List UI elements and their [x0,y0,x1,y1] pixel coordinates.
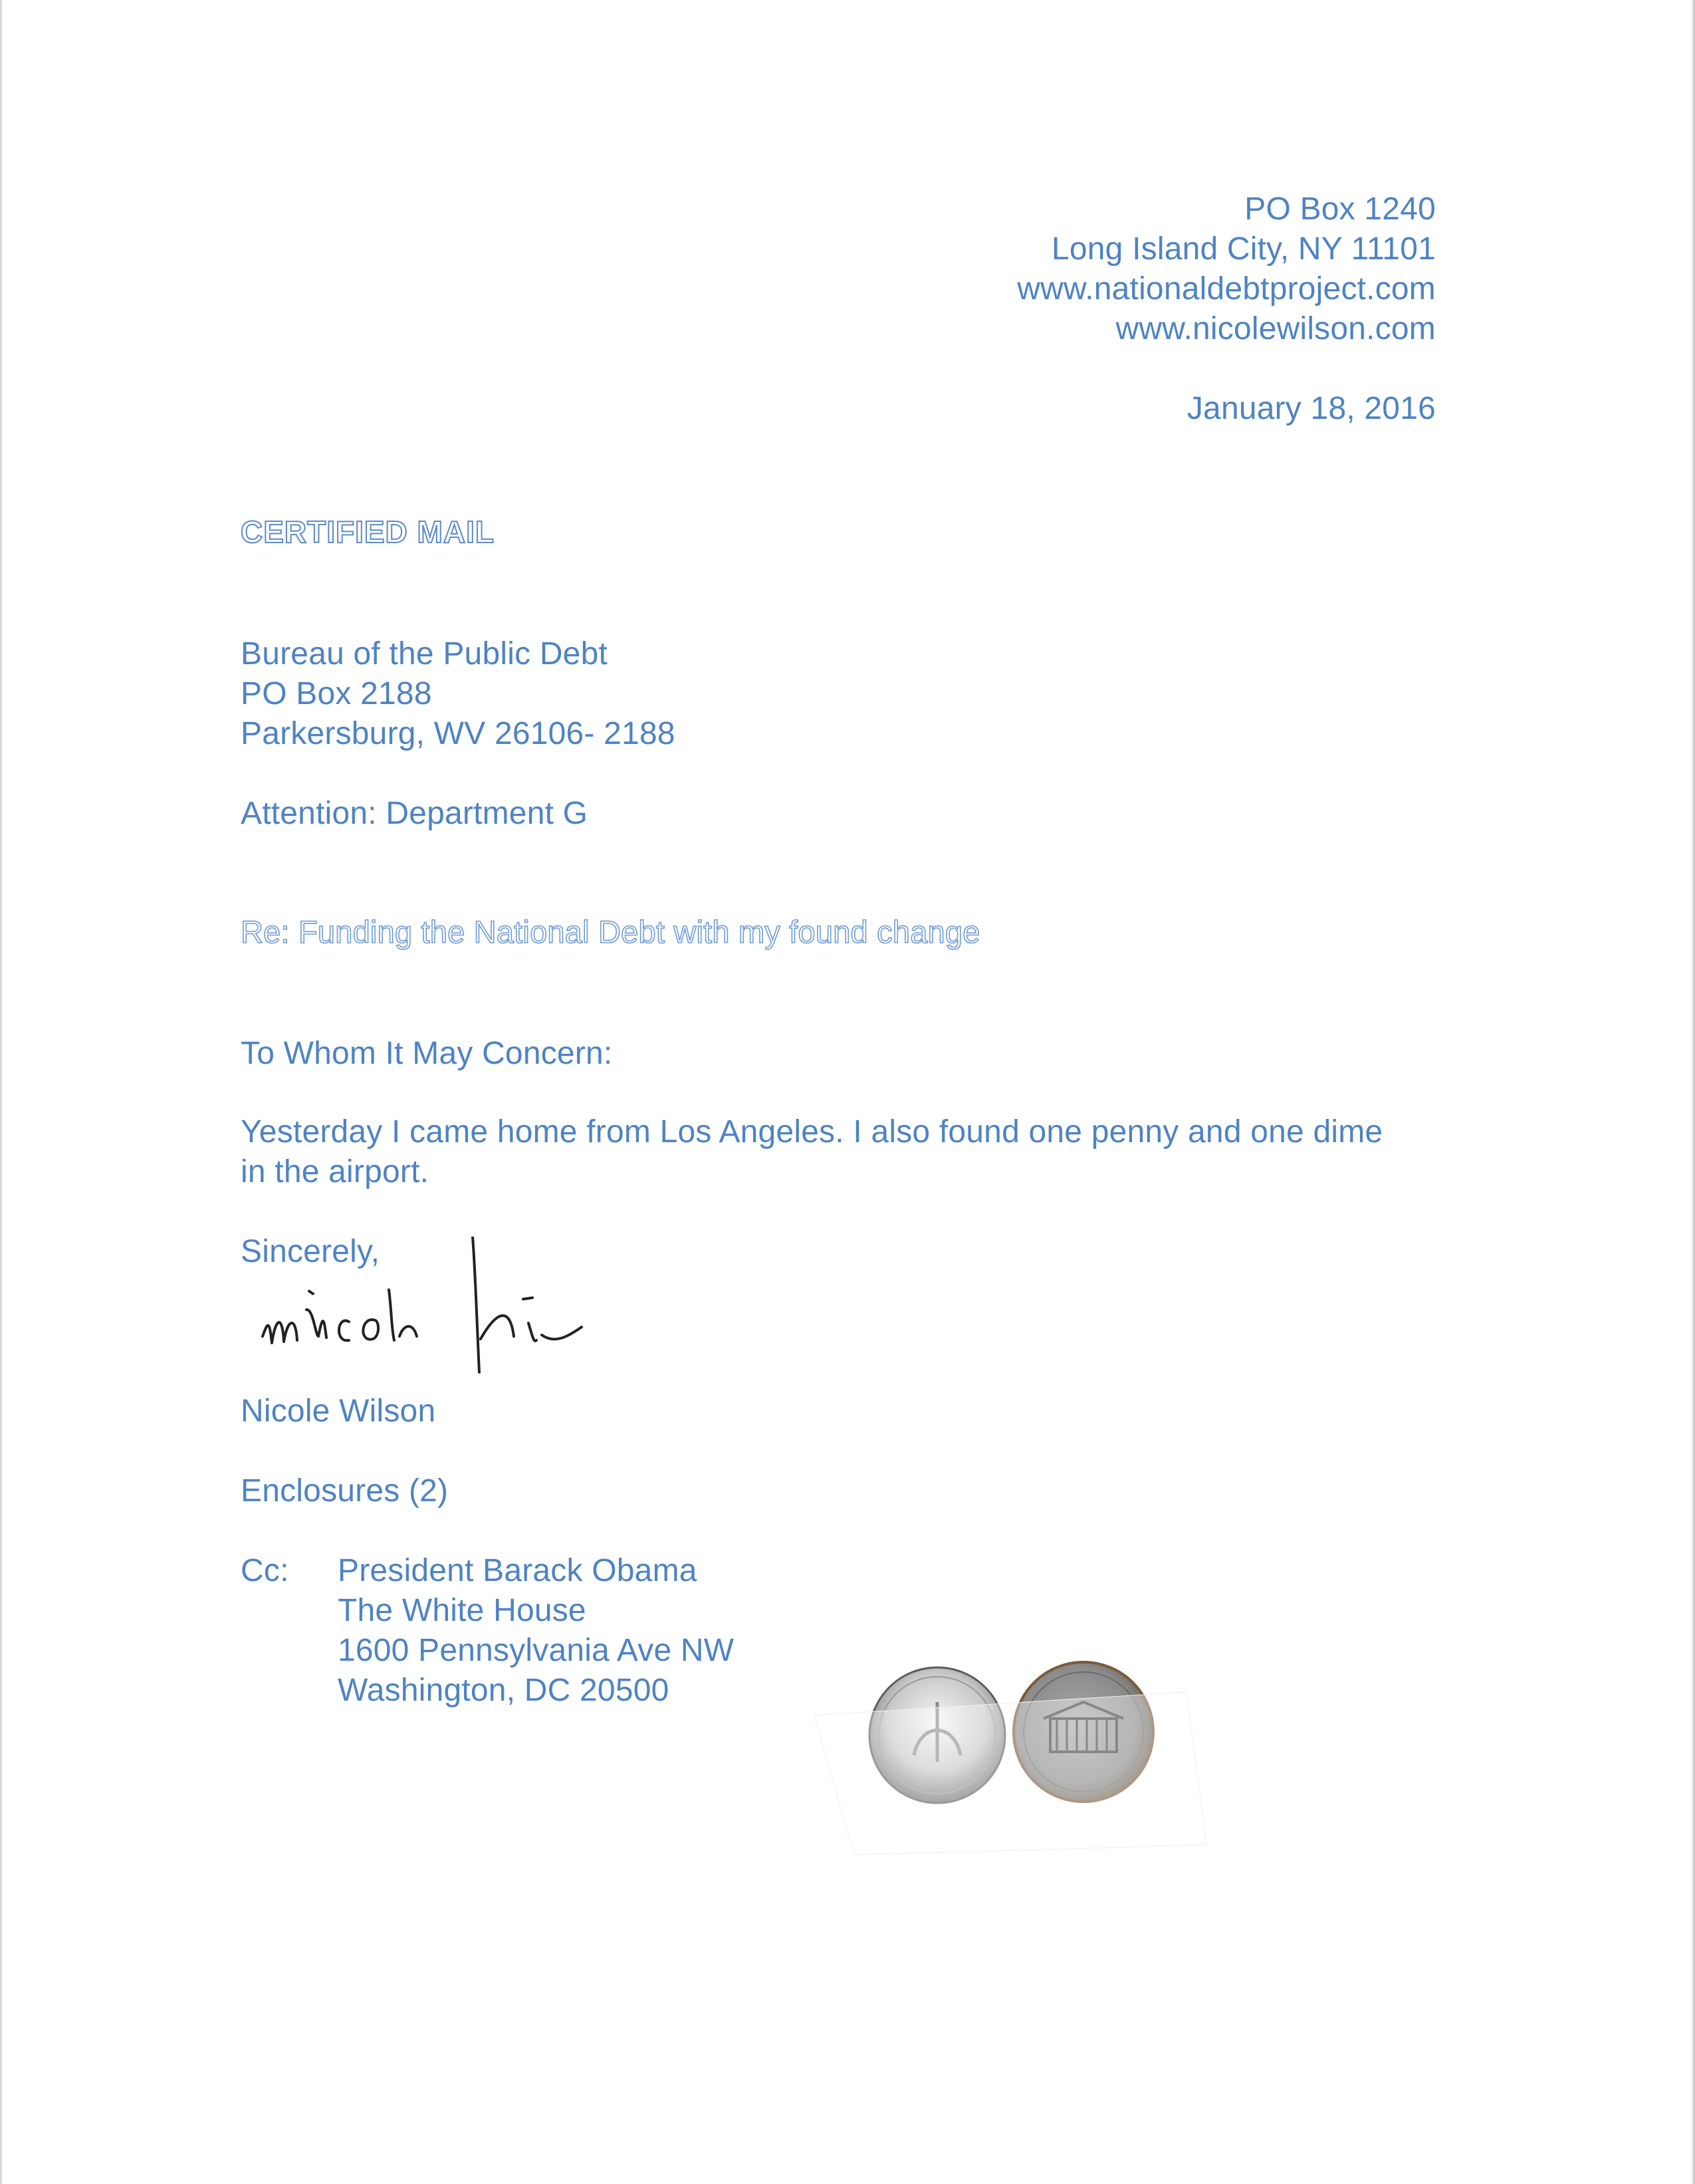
sender-city-line: Long Island City, NY 11101 [1051,231,1436,267]
cc-line-2: The White House [338,1593,586,1628]
subject-line: Re: Funding the National Debt with my found change [241,914,980,949]
recipient-city-line: Parkersburg, WV 26106- 2188 [241,716,675,751]
certified-mail-heading: CERTIFIED MAIL [241,515,495,549]
body-line-2: in the airport. [241,1154,429,1189]
recipient-name: Bureau of the Public Debt [241,636,608,671]
closing: Sincerely, [241,1234,380,1269]
body-line-1: Yesterday I came home from Los Angeles. I also found one penny and one dime [241,1114,1383,1150]
enclosures-line: Enclosures (2) [241,1473,449,1509]
cc-line-4: Washington, DC 20500 [338,1673,669,1708]
recipient-po-box: PO Box 2188 [241,676,432,711]
clear-tape [814,1692,1206,1855]
scan-edge-left [0,0,3,2184]
handwritten-signature [249,1237,648,1376]
salutation: To Whom It May Concern: [241,1036,613,1071]
sender-website-2: www.nicolewilson.com [1115,311,1436,346]
attention-line: Attention: Department G [241,796,588,831]
scan-edge-right [1691,0,1695,2184]
taped-coins-image [814,1655,1213,1862]
cc-line-3: 1600 Pennsylvania Ave NW [338,1633,734,1668]
cc-label: Cc: [241,1553,289,1588]
signature-name: Nicole Wilson [241,1394,436,1429]
cc-line-1: President Barack Obama [338,1553,697,1588]
sender-website-1: www.nationaldebtproject.com [1017,271,1436,306]
sender-po-box: PO Box 1240 [1244,191,1436,227]
letter-date: January 18, 2016 [1186,391,1436,426]
